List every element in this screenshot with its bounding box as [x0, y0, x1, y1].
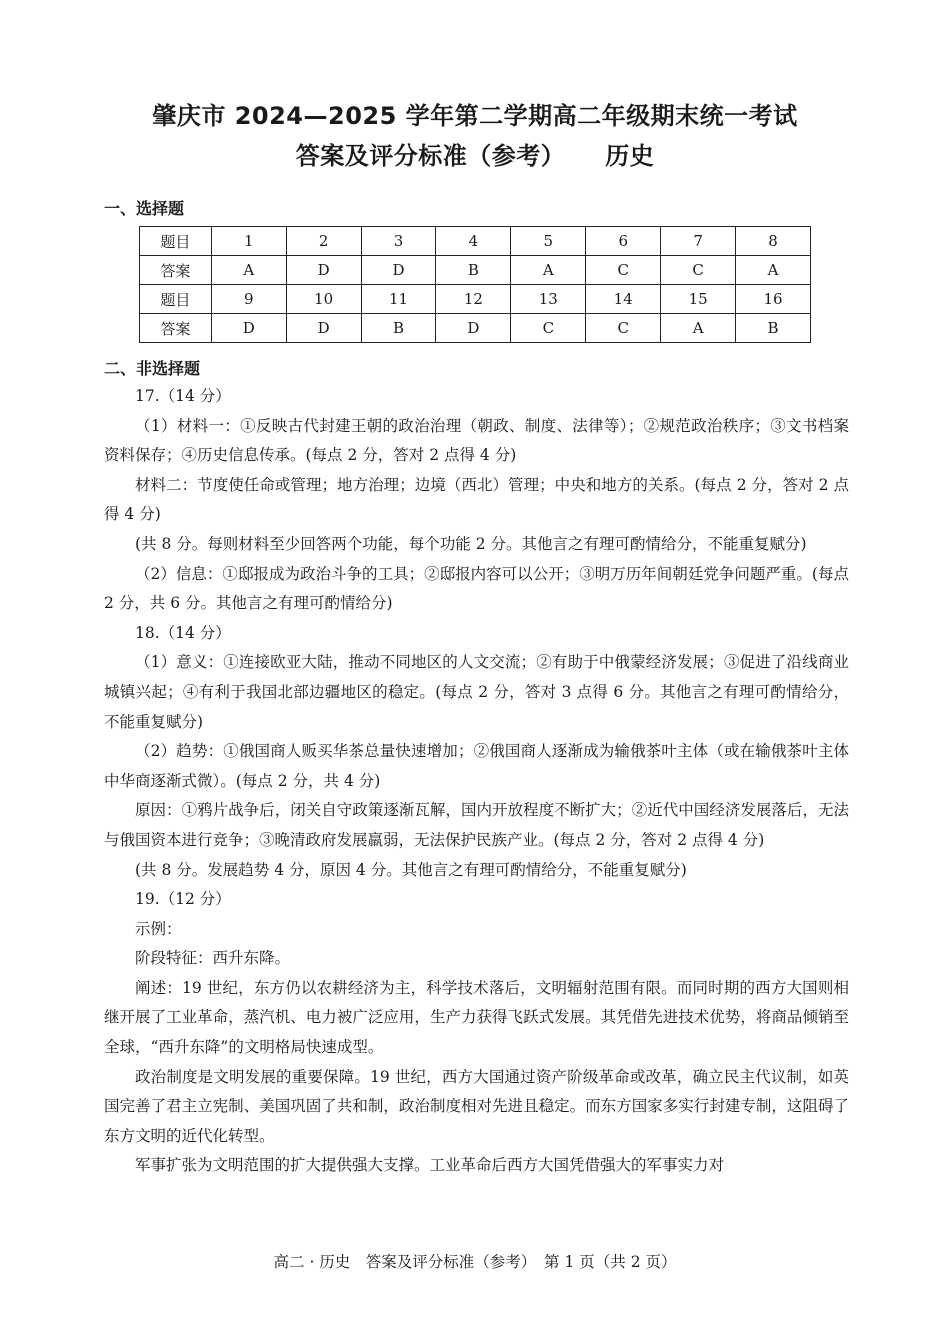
section-heading-choice: 一、选择题: [104, 199, 185, 218]
table-cell: 1: [211, 227, 286, 256]
table-cell: 12: [436, 285, 511, 314]
paragraph: 军事扩张为文明范围的扩大提供强大支撑。工业革命后西方大国凭借强大的军事实力对: [135, 1156, 725, 1175]
table-cell: 6: [586, 227, 661, 256]
table-cell: B: [361, 314, 436, 343]
table-cell: C: [661, 256, 736, 285]
table-cell: C: [511, 314, 586, 343]
paragraph: （2）信息：①邸报成为政治斗争的工具；②邸报内容可以公开；③明万历年间朝廷党争问题严重。(每点 2 分，共 6 分。其他言之有理可酌情给分): [104, 564, 849, 613]
paragraph: (共 8 分。发展趋势 4 分，原因 4 分。其他言之有理可酌情给分，不能重复赋分): [135, 860, 687, 879]
table-row-header: 题目: [140, 227, 212, 256]
table-cell: 10: [286, 285, 361, 314]
table-row: [140, 227, 811, 256]
paragraph: （1）意义：①连接欧亚大陆，推动不同地区的人文交流；②有助于中俄蒙经济发展；③促进了沿线商业城镇兴起；④有利于我国北部边疆地区的稳定。(每点 2 分，答对 3 点得 6 分。其他言之有理可酌情给分，不能重复赋分): [104, 653, 849, 731]
paragraph: 政治制度是文明发展的重要保障。19 世纪，西方大国通过资产阶级革命或改革，确立民主代议制，如英国完善了君主立宪制、美国巩固了共和制，政治制度相对先进且稳定。而东方国家多实行封建专制，这阻碍了东方文明的近代化转型。: [104, 1067, 849, 1145]
subtitle-text: 答案及评分标准（参考）: [295, 142, 566, 170]
table-row-header: 题目: [140, 285, 212, 314]
table-row: [140, 314, 811, 343]
table-row: [140, 285, 811, 314]
paragraph: 17.（14 分）: [135, 387, 231, 405]
table-cell: 15: [661, 285, 736, 314]
page-title: 肇庆市 2024—2025 学年第二学期高二年级期末统一考试: [152, 102, 798, 130]
table-cell: B: [736, 314, 811, 343]
table-row-header: 答案: [140, 314, 212, 343]
table-cell: 3: [361, 227, 436, 256]
answer-text: [104, 382, 849, 1181]
subject-label: 历史: [605, 142, 655, 170]
table-cell: A: [511, 256, 586, 285]
table-cell: B: [436, 256, 511, 285]
page-footer: 高二 · 历史 答案及评分标准（参考） 第 1 页（共 2 页）: [273, 1253, 677, 1271]
table-cell: C: [586, 256, 661, 285]
table-row-header: 答案: [140, 256, 212, 285]
paragraph: 示例：: [135, 919, 182, 938]
table-cell: 7: [661, 227, 736, 256]
table-cell: D: [436, 314, 511, 343]
table-cell: 13: [511, 285, 586, 314]
paragraph: 19.（12 分）: [135, 890, 231, 909]
table-cell: A: [661, 314, 736, 343]
paragraph: （1）材料一：①反映古代封建王朝的政治治理（朝政、制度、法律等）；②规范政治秩序；③文书档案资料保存；④历史信息传承。(每点 2 分，答对 2 点得 4 分): [104, 416, 849, 465]
paragraph: (共 8 分。每则材料至少回答两个功能，每个功能 2 分。其他言之有理可酌情给分，不能重复赋分): [135, 534, 807, 553]
table-cell: A: [736, 256, 811, 285]
table-cell: D: [286, 314, 361, 343]
paragraph: 材料二：节度使任命或管理；地方治理；边境（西北）管理；中央和地方的关系。(每点 2 分，答对 2 点得 4 分): [104, 475, 849, 524]
page-subtitle: [0, 136, 950, 171]
table-row: [140, 256, 811, 285]
answer-table: [139, 226, 811, 343]
table-cell: D: [211, 314, 286, 343]
table-cell: 9: [211, 285, 286, 314]
table-cell: 8: [736, 227, 811, 256]
paragraph: 阐述：19 世纪，东方仍以农耕经济为主，科学技术落后，文明辐射范围有限。而同时期的西方大国则相继开展了工业革命，蒸汽机、电力被广泛应用，生产力获得飞跃式发展。其凭借先进技术优势，将商品倾销至全球，“西升东降”的文明格局快速成型。: [104, 978, 849, 1057]
section-heading-nonchoice: 二、非选择题: [104, 359, 201, 378]
table-cell: 4: [436, 227, 511, 256]
table-cell: 16: [736, 285, 811, 314]
paragraph: 阶段特征：西升东降。: [135, 949, 291, 968]
table-cell: A: [211, 256, 286, 285]
paragraph: 18.（14 分）: [135, 623, 231, 642]
table-cell: C: [586, 314, 661, 343]
table-cell: 14: [586, 285, 661, 314]
paragraph: 原因：①鸦片战争后，闭关自守政策逐渐瓦解，国内开放程度不断扩大；②近代中国经济发展落后，无法与俄国资本进行竞争；③晚清政府发展羸弱，无法保护民族产业。(每点 2 分，答对 2 点得 4 分): [104, 801, 849, 849]
table-cell: 11: [361, 285, 436, 314]
table-cell: 2: [286, 227, 361, 256]
table-cell: D: [286, 256, 361, 285]
paragraph: （2）趋势：①俄国商人贩买华茶总量快速增加；②俄国商人逐渐成为输俄茶叶主体（或在输俄茶叶主体中华商逐渐式微）。(每点 2 分，共 4 分): [104, 742, 849, 790]
table-cell: D: [361, 256, 436, 285]
table-cell: 5: [511, 227, 586, 256]
